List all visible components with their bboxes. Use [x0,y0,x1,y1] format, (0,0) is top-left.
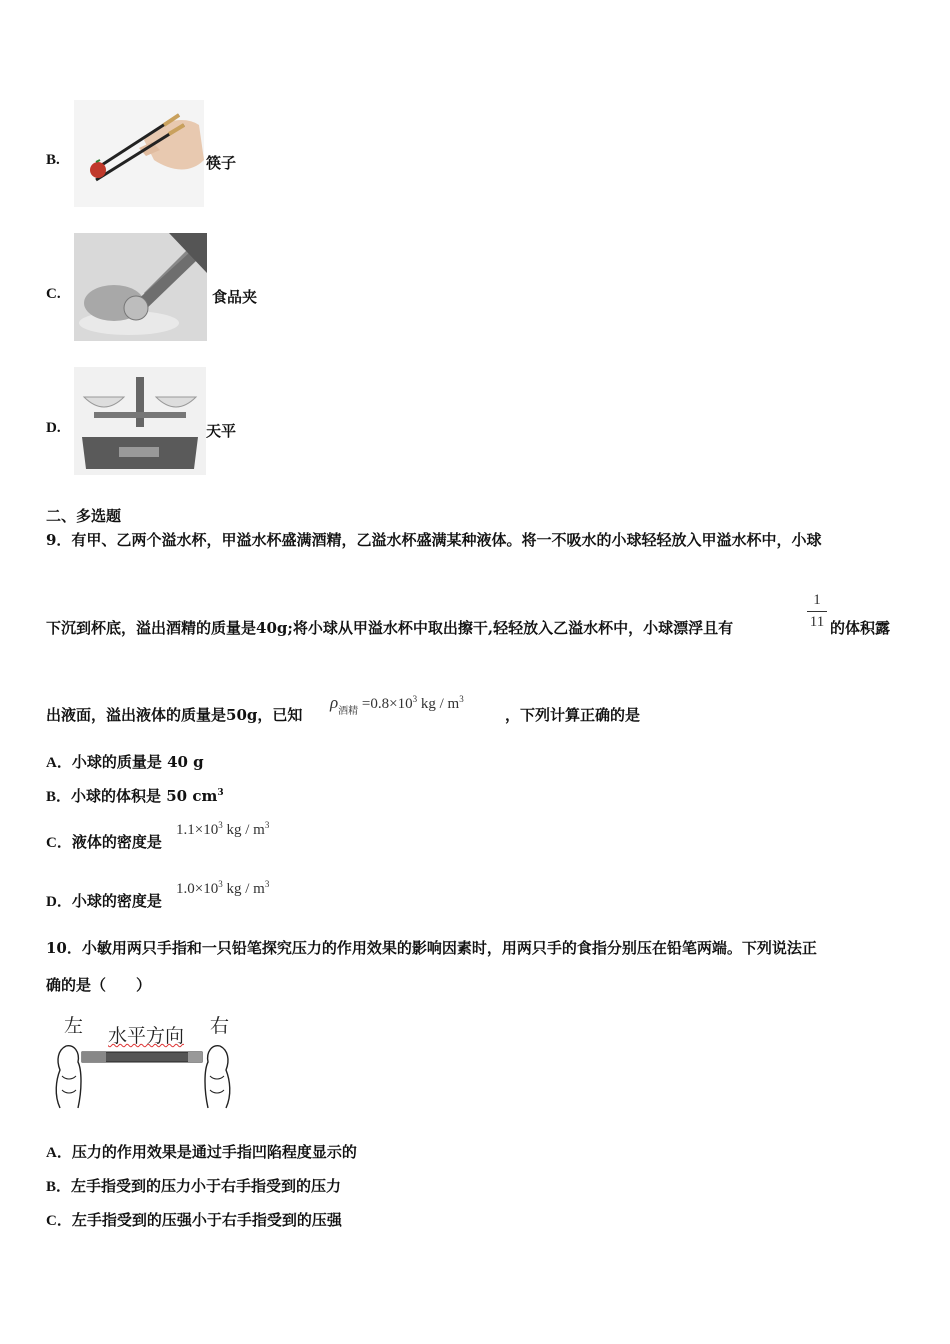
formula-unit-exponent: 3 [264,879,270,889]
option-text: 小球的密度是 [71,892,162,910]
formula-value: 1.1×10 [176,822,219,838]
rho-subscript: 酒精 [338,706,359,717]
food-tongs-photo-icon [74,233,207,341]
fraction-one-eleventh [805,592,829,631]
option-letter: A． [46,755,72,771]
option-letter: C． [46,835,72,851]
q9-option-c [46,831,162,852]
q10-option-a [46,1141,357,1162]
formula-exponent: 3 [218,820,223,830]
q9-option-b [46,785,224,806]
option-text: 左手指受到的压强小于右手指受到的压强 [71,1211,342,1229]
option-text: 压力的作用效果是通过手指凹陷程度显示的 [71,1143,357,1161]
option-letter: D． [46,894,72,910]
option-c-label: 食品夹 [212,288,258,306]
formula-exponent: 3 [218,879,223,889]
option-text: 液体的密度是 [71,833,162,851]
rho-unit: kg / m [420,696,460,712]
balance-scale-photo-icon [74,367,206,475]
formula-unit-exponent: 3 [264,820,270,830]
q9-option-d-formula [176,879,269,898]
option-text: 小球的体积是 50 cm [71,787,218,805]
figure-label-right: 右 [210,1015,230,1037]
option-d-label: 天平 [206,422,237,440]
rho-unit-exponent: 3 [459,694,464,704]
option-b-label: 筷子 [206,154,237,172]
option-letter: B． [46,789,72,805]
section-heading: 二、多选题 [46,507,122,525]
option-c-letter: C. [46,286,61,302]
option-b-letter: B. [46,152,60,168]
q9-line2-post: 的体积露 [830,619,891,637]
alcohol-density-formula [330,693,464,717]
fraction-numerator: 1 [813,592,821,608]
q9-option-a [46,751,204,772]
fraction-denominator: 11 [809,614,825,630]
figure-label-left: 左 [64,1015,84,1037]
option-text: 小球的质量是 40 g [71,753,204,771]
rho-symbol: ρ [330,693,339,712]
formula-unit: kg / m [226,881,265,897]
figure-label-center: 水平方向 [108,1025,185,1047]
option-letter: B． [46,1179,72,1195]
q10-line1: 10．小敏用两只手指和一只铅笔探究压力的作用效果的影响因素时，用两只手的食指分别压在铅笔两端。下列说法正 [46,939,817,957]
option-d-letter: D. [46,420,61,436]
q9-option-d [46,890,162,911]
option-sup: 3 [217,788,224,798]
q9-line3-post: ，下列计算正确的是 [505,706,641,724]
q9-line1: 9．有甲、乙两个溢水杯，甲溢水杯盛满酒精，乙溢水杯盛满某种液体。将一不吸水的小球轻轻放入甲溢水杯中，小球 [46,531,822,549]
rho-value: =0.8×10 [361,696,413,712]
q10-option-b [46,1175,341,1196]
option-letter: A． [46,1145,72,1161]
chopsticks-photo-icon [74,100,204,207]
option-letter: C． [46,1213,72,1229]
option-text: 左手指受到的压力小于右手指受到的压力 [71,1177,342,1195]
q9-option-c-formula [176,820,269,839]
pencil-fingers-figure-icon [48,1040,238,1112]
q9-line2-pre: 下沉到杯底，溢出酒精的质量是40g;将小球从甲溢水杯中取出擦干,轻轻放入乙溢水杯中，小球漂浮且有 [46,619,734,637]
rho-exponent: 3 [412,694,418,704]
formula-unit: kg / m [226,822,265,838]
q9-line3-pre: 出液面，溢出液体的质量是50g，已知 [46,706,303,724]
formula-value: 1.0×10 [176,881,219,897]
q10-option-c [46,1209,342,1230]
q10-line2: 确的是（ ） [46,976,152,994]
